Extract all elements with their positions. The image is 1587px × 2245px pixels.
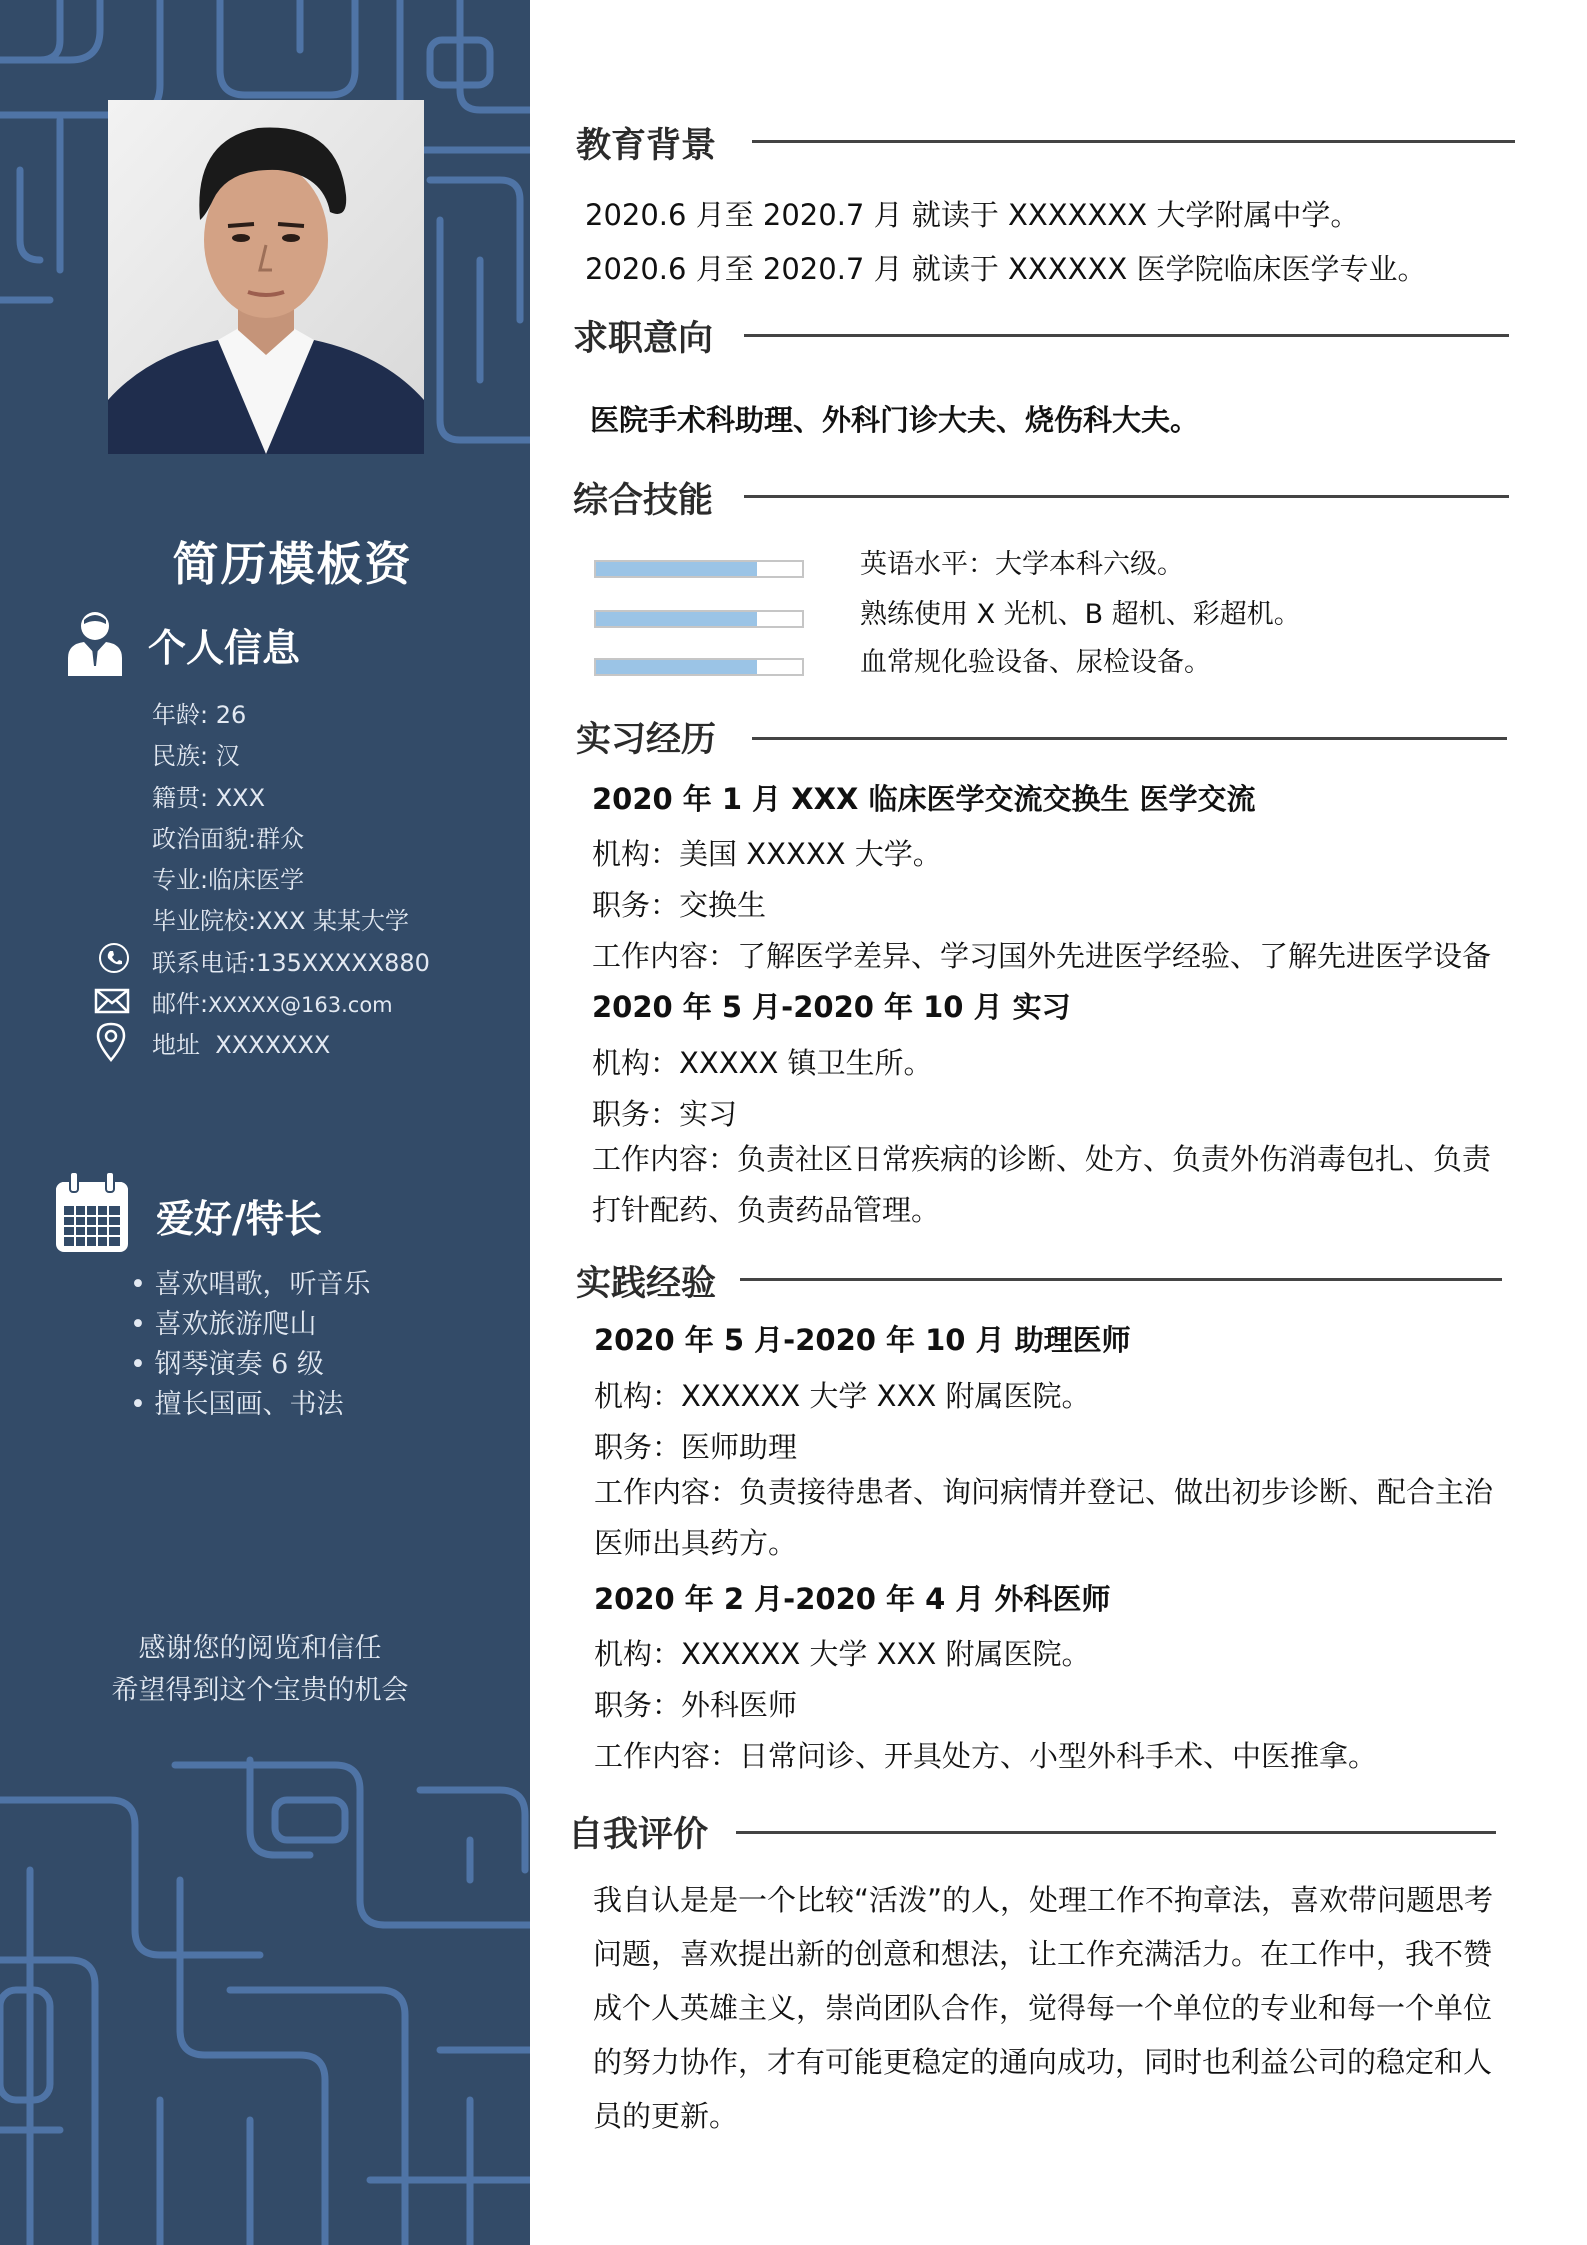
practice-heading: 2020 年 5 月-2020 年 10 月 助理医师 (594, 1323, 1131, 1357)
info-age: 年龄: 26 (152, 701, 247, 729)
skill-level-bar (594, 560, 804, 578)
info-email: 邮件:XXXXX@163.com (152, 990, 393, 1019)
info-ethnicity: 民族: 汉 (152, 742, 240, 771)
self-eval-title: 自我评价 (568, 1815, 709, 1855)
education-item: 2020.6 月至 2020.7 月 就读于 XXXXXXX 大学附属中学。 (585, 198, 1360, 232)
skills-title: 综合技能 (573, 481, 714, 521)
sidebar (0, 0, 530, 2245)
hobbies-title: 爱好/特长 (156, 1197, 322, 1241)
skill-text: 血常规化验设备、尿检设备。 (860, 647, 1211, 678)
hobby-item: • 喜欢旅游爬山 (130, 1309, 317, 1340)
hobby-item: • 喜欢唱歌，听音乐 (130, 1269, 371, 1300)
portrait-image (108, 100, 424, 454)
skill-level-fill (596, 660, 757, 674)
internship-heading: 2020 年 5 月-2020 年 10 月 实习 (592, 990, 1071, 1024)
internship-org: 机构：XXXXX 镇卫生所。 (592, 1046, 933, 1080)
practice-org: 机构：XXXXXX 大学 XXX 附属医院。 (594, 1379, 1091, 1413)
objective-text: 医院手术科助理、外科门诊大夫、烧伤科大夫。 (590, 403, 1200, 437)
personal-info-title: 个人信息 (148, 626, 301, 670)
practice-heading: 2020 年 2 月-2020 年 4 月 外科医师 (594, 1582, 1111, 1616)
internship-content: 工作内容：了解医学差异、学习国外先进医学经验、了解先进医学设备 (592, 939, 1492, 973)
hobbies-list (130, 1265, 371, 1425)
info-phone: 联系电话:135XXXXX880 (152, 948, 430, 977)
practice-divider (740, 1278, 1502, 1281)
hobby-item: • 擅长国画、书法 (130, 1389, 344, 1420)
person-icon (66, 608, 124, 676)
mail-icon (94, 988, 130, 1014)
self-eval-divider (736, 1831, 1496, 1834)
self-eval-text: 我自认是是一个比较“活泼”的人，处理工作不拘章法，喜欢带问题思考问题，喜欢提出新的创意和想法，让工作充满活力。在工作中，我不赞成个人英雄主义，崇尚团队合作，觉得每一个单位的专业和每一个单位的努力协作，才有可能更稳定的通向成功，同时也利益公司的稳定和人员的更新。 (593, 1883, 1494, 2133)
internship-title: 实习经历 (576, 720, 717, 760)
skill-text: 熟练使用 X 光机、B 超机、彩超机。 (860, 599, 1301, 630)
practice-title: 实践经验 (576, 1264, 717, 1304)
info-school: 毕业院校:XXX 某某大学 (152, 907, 410, 936)
hobby-item: • 钢琴演奏 6 级 (130, 1349, 324, 1380)
thanks-line-2: 希望得到这个宝贵的机会 (111, 1675, 409, 1706)
internship-role: 职务：交换生 (592, 888, 767, 922)
info-address: 地址 XXXXXXX (152, 1031, 331, 1060)
objective-divider (744, 334, 1509, 337)
practice-content: 工作内容：负责接待患者、询问病情并登记、做出初步诊断、配合主治医师出具药方。 (594, 1475, 1494, 1560)
location-pin-icon (96, 1022, 126, 1062)
personal-info-list (152, 695, 430, 1067)
skill-level-bar (594, 658, 804, 676)
education-item: 2020.6 月至 2020.7 月 就读于 XXXXXX 医学院临床医学专业。 (585, 252, 1427, 286)
internship-org: 机构：美国 XXXXX 大学。 (592, 837, 942, 871)
internship-role: 职务：实习 (592, 1097, 738, 1131)
internship-content: 工作内容：负责社区日常疾病的诊断、处方、负责外伤消毒包扎、负责打针配药、负责药品管理。 (592, 1142, 1492, 1227)
skills-divider (744, 495, 1509, 498)
phone-icon (98, 942, 130, 974)
practice-content: 工作内容：日常问诊、开具处方、小型外科手术、中医推拿。 (594, 1739, 1378, 1773)
thanks-note (0, 1628, 520, 1712)
practice-role: 职务：外科医师 (594, 1688, 798, 1722)
practice-role: 职务：医师助理 (594, 1430, 798, 1464)
info-hometown: 籍贯: XXX (152, 783, 266, 812)
candidate-name: 简历模板资 (172, 537, 413, 591)
info-major: 专业:临床医学 (152, 866, 305, 895)
skill-text: 英语水平：大学本科六级。 (860, 549, 1184, 580)
education-title: 教育背景 (576, 126, 717, 166)
profile-photo (108, 100, 424, 454)
internship-divider (752, 737, 1507, 740)
skill-level-fill (596, 562, 757, 576)
objective-title: 求职意向 (573, 319, 714, 359)
calendar-icon (52, 1168, 132, 1256)
internship-heading: 2020 年 1 月 XXX 临床医学交流交换生 医学交流 (592, 782, 1256, 816)
education-divider (752, 140, 1515, 143)
skill-level-bar (594, 610, 804, 628)
thanks-line-1: 感谢您的阅览和信任 (138, 1633, 382, 1664)
info-political-status: 政治面貌:群众 (152, 824, 305, 853)
skill-level-fill (596, 612, 757, 626)
practice-org: 机构：XXXXXX 大学 XXX 附属医院。 (594, 1637, 1091, 1671)
